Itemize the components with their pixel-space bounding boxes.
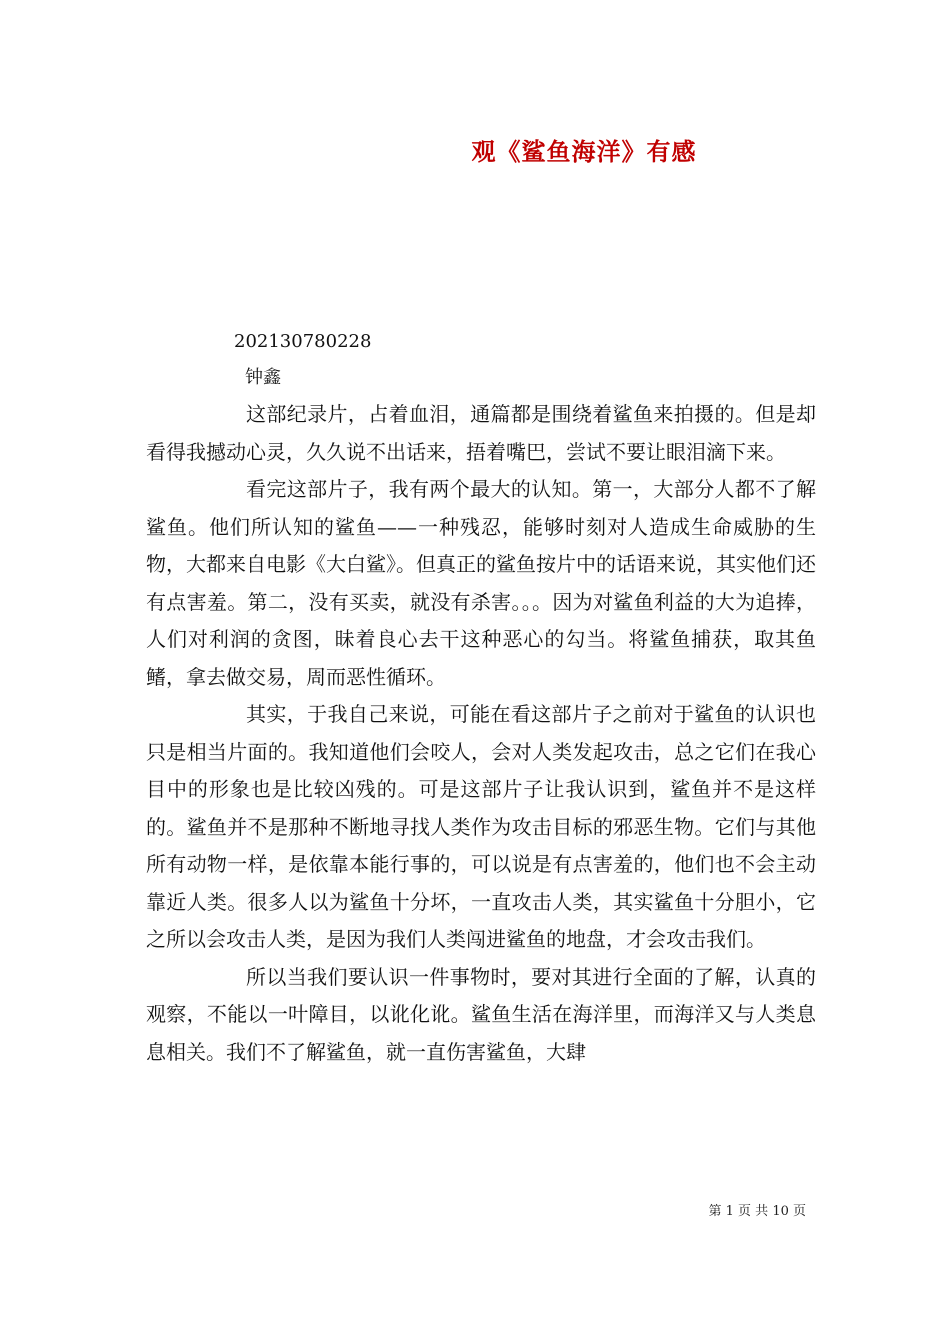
- student-id: 202130780228: [234, 331, 372, 352]
- page-footer: 第 1 页 共 10 页: [708, 1204, 806, 1219]
- document-title: 观《鲨鱼海洋》有感: [471, 137, 697, 166]
- body-paragraph: 这部纪录片，占着血泪，通篇都是围绕着鲨鱼来拍摄的。但是却看得我撼动心灵，久久说不出话来，捂着嘴巴，尝试不要让眼泪滴下来。: [146, 402, 816, 464]
- document-body: [146, 396, 816, 1071]
- author-name: 钟鑫: [245, 367, 281, 388]
- body-paragraph: 其实，于我自己来说，可能在看这部片子之前对于鲨鱼的认识也只是相当片面的。我知道他们会咬人，会对人类发起攻击，总之它们在我心目中的形象也是比较凶残的。可是这部片子让我认识到，鲨鱼并不是这样的。鲨鱼并不是那种不断地寻找人类作为攻击目标的邪恶生物。它们与其他所有动物一样，是依靠本能行事的，可以说是有点害羞的，他们也不会主动靠近人类。很多人以为鲨鱼十分坏，一直攻击人类，其实鲨鱼十分胆小，它之所以会攻击人类，是因为我们人类闯进鲨鱼的地盘，才会攻击我们。: [146, 702, 816, 951]
- body-paragraph: 看完这部片子，我有两个最大的认知。第一，大部分人都不了解鲨鱼。他们所认知的鲨鱼——一种残忍，能够时刻对人造成生命威胁的生物，大都来自电影《大白鲨》。但真正的鲨鱼按片中的话语来说，其实他们还有点害羞。第二，没有买卖，就没有杀害。。。因为对鲨鱼利益的大为追捧，人们对利润的贪图，昧着良心去干这种恶心的勾当。将鲨鱼捕获，取其鱼鳍，拿去做交易，周而恶性循环。: [146, 477, 816, 689]
- body-paragraph: 所以当我们要认识一件事物时，要对其进行全面的了解，认真的观察，不能以一叶障目，以讹化讹。鲨鱼生活在海洋里，而海洋又与人类息息相关。我们不了解鲨鱼，就一直伤害鲨鱼，大肆: [146, 964, 816, 1064]
